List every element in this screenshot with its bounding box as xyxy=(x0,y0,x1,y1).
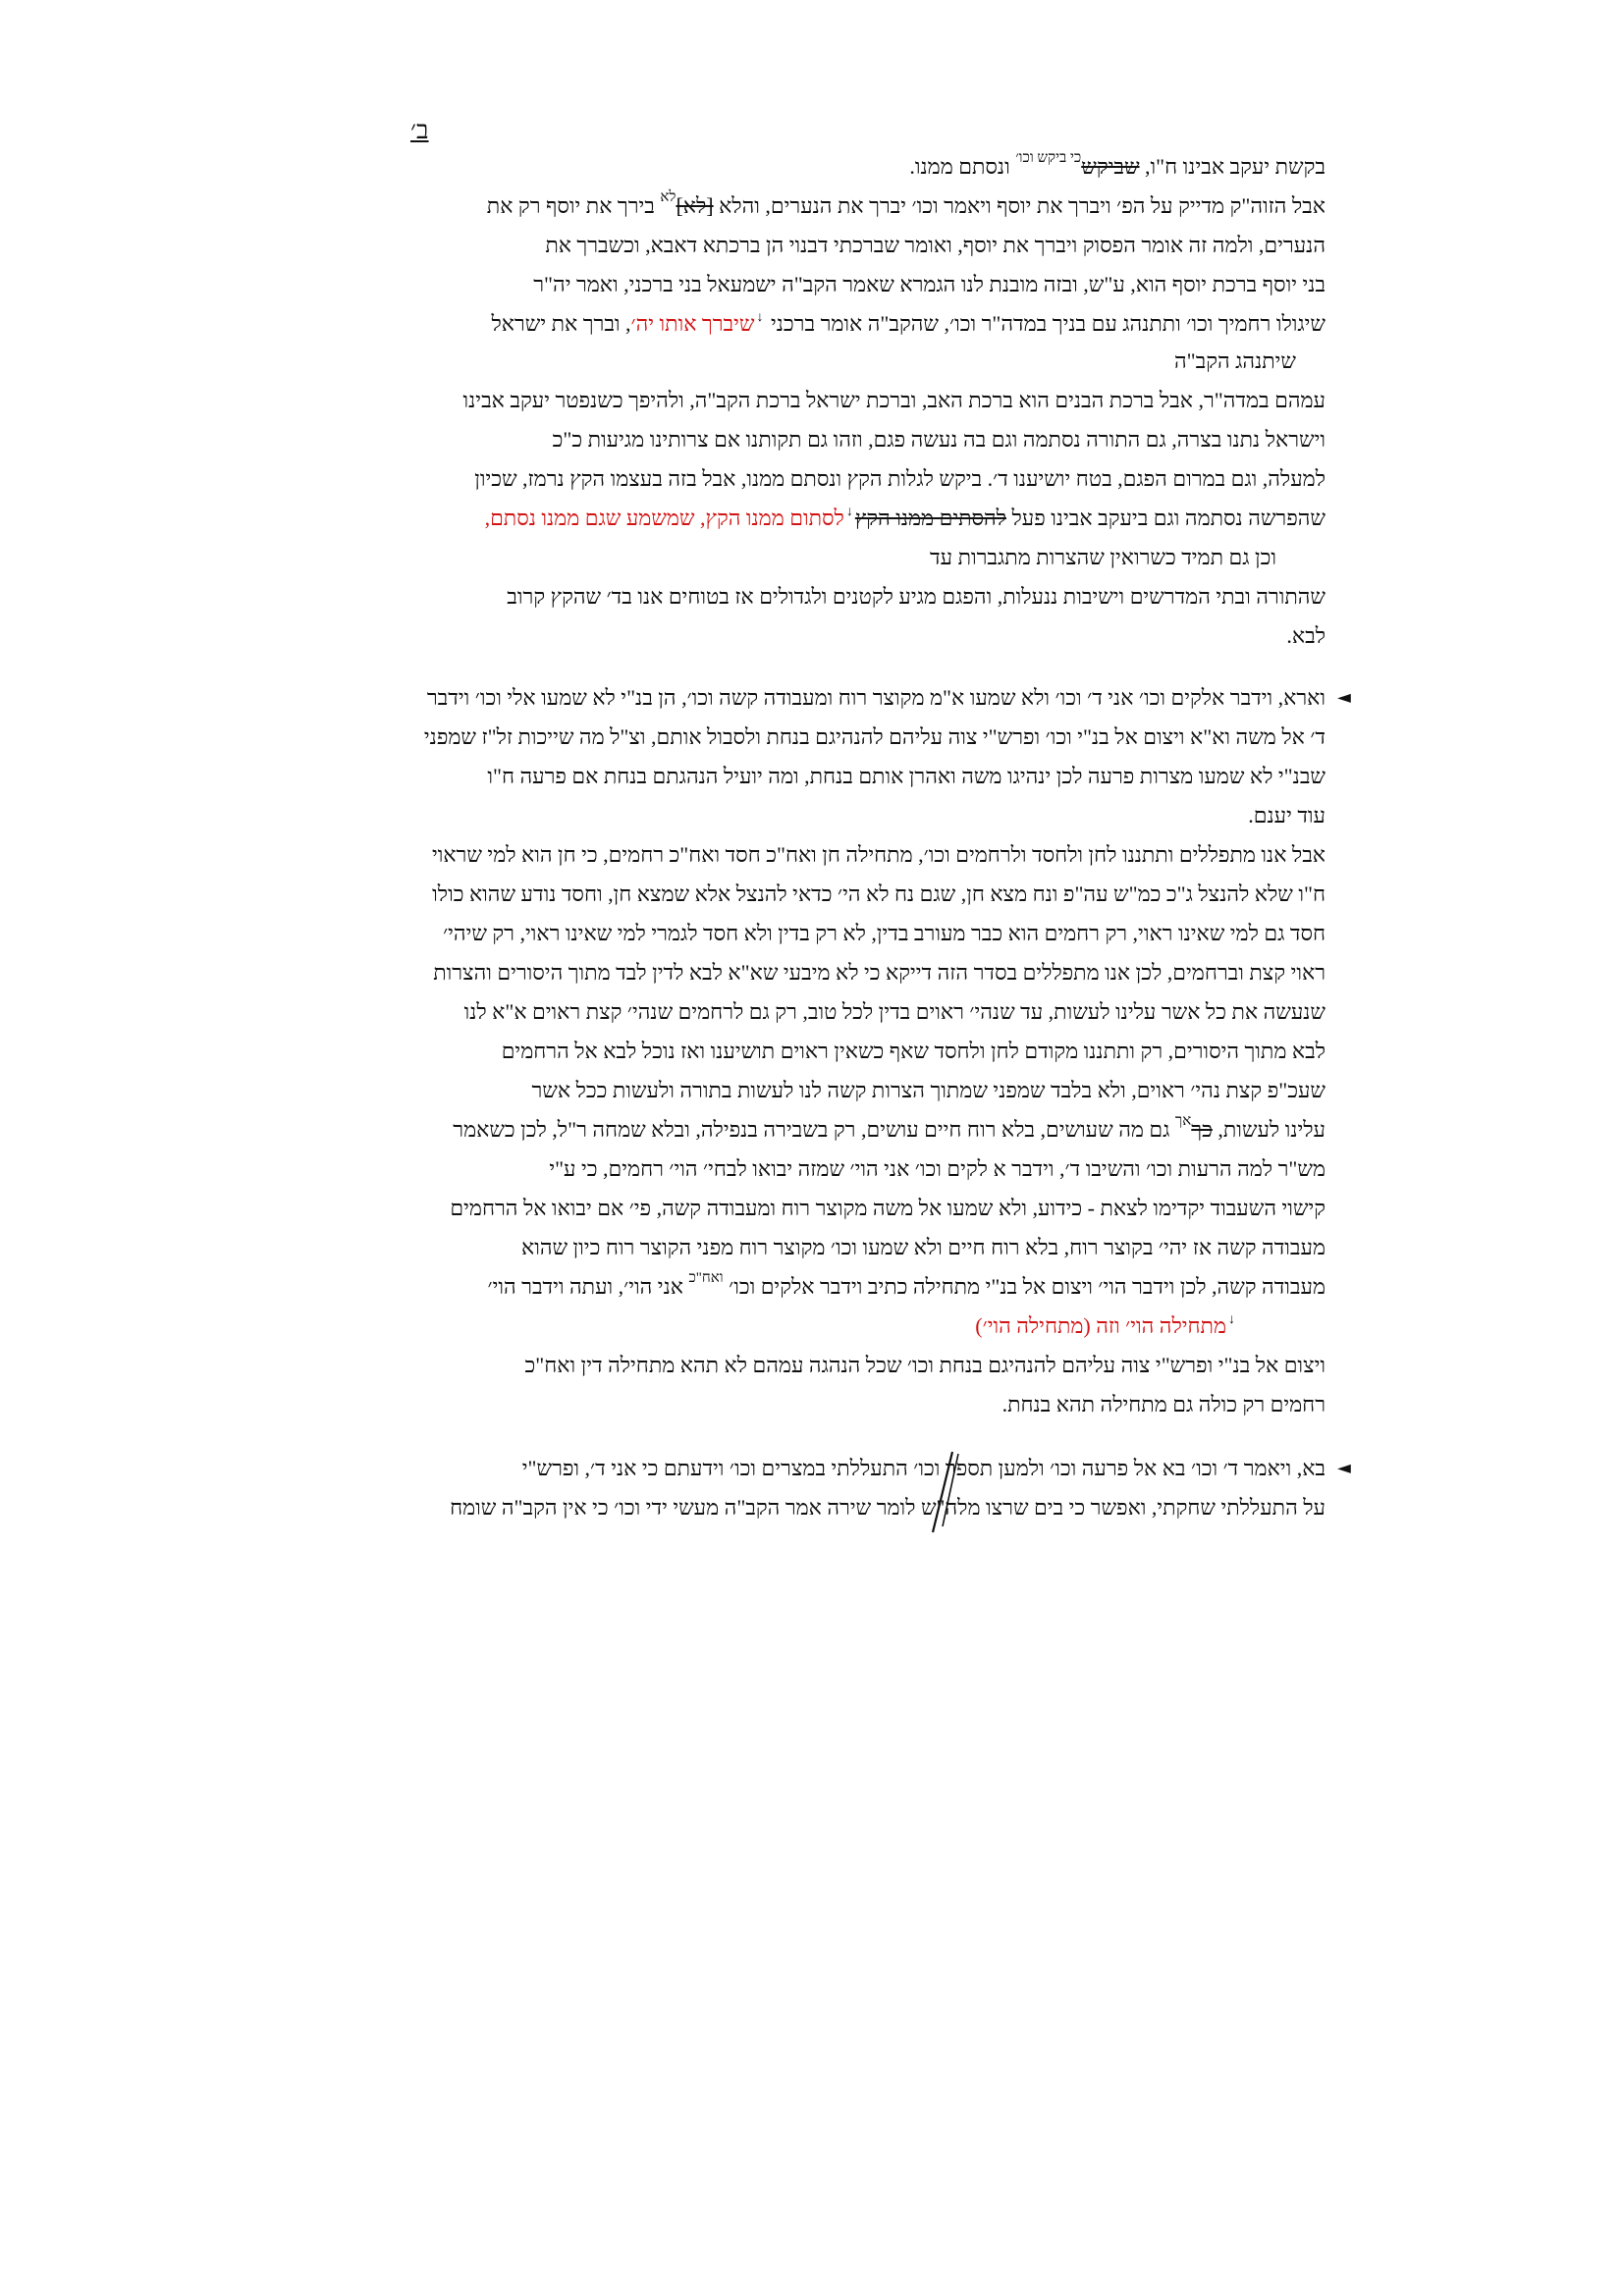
bullet-icon: ◄ xyxy=(1337,1458,1351,1478)
text-line: רחמים רק כולה גם מתחילה תהא בנחת. xyxy=(1001,1392,1325,1416)
strikethrough-text: להסתים ממנו הקץ xyxy=(854,506,1006,530)
insertion-arrow-icon: ↓ xyxy=(845,505,853,519)
inserted-text: כי ביקש וכו׳ xyxy=(1015,150,1082,166)
text-line: בא, ויאמר ד׳ וכו׳ בא אל פרעה וכו׳ ולמען תספר וכו׳ התעללתי במצרים וכו׳ וידעתם כי אני ד׳, ופרש"י xyxy=(521,1456,1325,1480)
handwritten-strike-mark xyxy=(923,1448,962,1536)
text-line: לבא. xyxy=(1286,623,1325,648)
text-line: שהפרשה נסתמה וגם ביעקב אבינו פעל להסתים ממנו הקץ↓לסתום ממנו הקץ, שמשמע שגם ממנו נסתם, xyxy=(484,505,1325,530)
text-line: בני יוסף ברכת יוסף הוא, ע"ש, ובזה מובנת לנו הגמרא שאמר הקב"ה ישמעאל בני ברכני, ואמר יה"ר xyxy=(533,272,1325,296)
text-line: אבל אנו מתפללים ותתננו לחן ולחסד ולרחמים וכו׳, מתחילה חן ואח"כ חסד ואח"כ רחמים, כי חן הוא למי שראוי xyxy=(431,842,1325,867)
text-line: מש"ר למה הרעות וכו׳ והשיבו ד׳, וידבר א לקים וכו׳ אני הוי׳ שמזה יבואו לבחי׳ הוי׳ רחמים, כי ע"י xyxy=(549,1156,1325,1181)
inserted-text: לא xyxy=(660,189,676,205)
insertion-arrow-icon: ↓ xyxy=(1228,1312,1235,1327)
text-line: על התעללתי שחקתי, ואפשר כי בים שרצו מלה"ש לומר שירה אמר הקב"ה מעשי ידי וכו׳ כי אין הקב"ה שומח xyxy=(450,1495,1325,1520)
red-inserted-text: מתחילה הוי׳ וזה (מתחילה הוי׳) xyxy=(975,1313,1226,1338)
text-line: בקשת יעקב אבינו ח"ו, שביקש$^{כי ביקש וכו׳}$ ונסתם ממנו. xyxy=(909,150,1325,179)
text-line: ראוי קצת וברחמים, לכן אנו מתפללים בסדר הזה דייקא כי לא מיבעי שא"א לבא לדין לבד מתוך היסורים והצרות xyxy=(433,960,1325,985)
text-line: קישוי השעבוד יקדימו לצאת - כידוע, ולא שמעו אל משה מקוצר רוח ומעבודה קשה, פי׳ אם יבואו אל הרחמים xyxy=(450,1196,1325,1220)
text-line: למעלה, וגם במרום הפגם, בטח יושיענו ד׳. ביקש לגלות הקץ ונסתם ממנו, אבל בזה בעצמו הקץ נרמז, שכיון xyxy=(474,466,1325,491)
inserted-text: אך xyxy=(1174,1113,1192,1129)
text-line: מעבודה קשה, לכן וידבר הוי׳ ויצום אל בנ"י מתחילה כתיב וידבר אלקים וכו׳ $^{ואח"כ}$ אני הוי׳, ועתה וידבר הוי׳ xyxy=(487,1270,1325,1299)
text-line: שנעשה את כל אשר עלינו לעשות, עד שנהי׳ ראוים בדין לכל טוב, רק גם לרחמים שנהי׳ קצת ראוים א"א לנו xyxy=(463,999,1325,1024)
text-line: עוד יענם. xyxy=(1248,803,1325,828)
text-line: ד׳ אל משה וא"א ויצום אל בנ"י וכו׳ ופרש"י צוה עליהם להנהיגם בנחת ולסבול אותם, וצ"ל מה שייכות זל"ז שמפני xyxy=(423,724,1325,749)
strikethrough-text: [לא] xyxy=(676,193,714,218)
text-line: שעכ"פ קצת נהי׳ ראוים, ולא בלבד שמפני שמתוך הצרות קשה לנו לעשות בתורה ולעשות ככל אשר xyxy=(531,1078,1325,1102)
text-line xyxy=(975,1308,1237,1348)
text-line: שיגולו רחמיך וכו׳ ותתנהג עם בניך במדה"ר וכו׳, שהקב"ה אומר ברכני ↓שיברך אותו יה׳, וברך את ישראל xyxy=(491,310,1325,336)
strikethrough-text: כך xyxy=(1191,1117,1213,1142)
text-line: שבנ"י לא שמעו מצרות פרעה לכן ינהיגו משה ואהרן אותם בנחת, ומה יועיל הנהגתם בנחת אם פרעה ח"ו xyxy=(487,764,1325,788)
text-line: אבל הזוה"ק מדייק על הפ׳ ויברך את יוסף ויאמר וכו׳ יברך את הנערים, והלא [לא]$^{לא}$ בירך את יוסף רק את xyxy=(486,189,1325,218)
text-line: חסד גם למי שאינו ראוי, רק רחמים הוא כבר מעורב בדין, לא רק בדין ולא חסד לגמרי למי שאינו ראוי, רק שיהי׳ xyxy=(443,921,1325,945)
text-line: וארא, וידבר אלקים וכו׳ אני ד׳ וכו׳ ולא שמעו א"מ מקוצר רוח ומעבודה קשה וכו׳, הן בנ"י לא שמעו אלי וכו׳ וידבר xyxy=(426,685,1325,710)
text-line: שיתנהג הקב"ה xyxy=(1174,348,1296,373)
text-line: הנערים, ולמה זה אומר הפסוק ויברך את יוסף, ואומר שברכתי דבנוי הן ברכתא דאבא, וכשברך את xyxy=(545,233,1325,257)
red-inserted-text: לסתום ממנו הקץ, שמשמע שגם ממנו נסתם xyxy=(490,506,844,530)
text-line: מעבודה קשה אז יהי׳ בקוצר רוח, בלא רוח חיים ולא שמעו וכו׳ מקוצר רוח מפני הקוצר רוח כיון שהוא xyxy=(521,1235,1325,1259)
text-line: וכן גם תמיד כשרואין שהצרות מתגברות עד xyxy=(930,545,1276,569)
text-line: וישראל נתנו בצרה, גם התורה נסתמה וגם בה נעשה פגם, וזהו גם תקותנו אם צרותינו מגיעות כ"כ xyxy=(552,427,1325,452)
page-number: ב׳ xyxy=(410,116,429,144)
text-line: עלינו לעשות, כך$^{אך}$ גם מה שעושים, בלא רוח חיים עושים, רק בשבירה בנפילה, ובלא שמחה ר"ל, לכן כשאמר xyxy=(453,1113,1325,1142)
text-line: עמהם במדה"ר, אבל ברכת הבנים הוא ברכת האב, וברכת ישראל ברכת הקב"ה, ולהיפך כשנפטר יעקב אבינו xyxy=(462,388,1325,412)
insertion-arrow-icon: ↓ xyxy=(756,310,764,325)
bullet-icon: ◄ xyxy=(1337,687,1351,708)
red-inserted-text: שיברך אותו יה׳ xyxy=(630,311,755,336)
text-line: ויצום אל בנ"י ופרש"י צוה עליהם להנהיגם בנחת וכו׳ שכל הנהגה עמהם לא תהא מתחילה דין ואח"כ xyxy=(524,1353,1325,1377)
text-line: שהתורה ובתי המדרשים וישיבות ננעלות, והפגם מגיע לקטנים ולגדולים אז בטוחים אנו בד׳ שהקץ קרוב xyxy=(507,584,1325,609)
text-line: לבא מתוך היסורים, רק ותתננו מקודם לחן ולחסד שאף כשאין ראוים תושיענו ואז נוכל לבא אל הרחמים xyxy=(501,1039,1325,1063)
text-line: ח"ו שלא להנצל ג"כ כמ"ש עה"פ ונח מצא חן, שגם נח לא הי׳ כדאי להנצל אלא שמצא חן, וחסד נודע שהוא כולו xyxy=(432,881,1325,906)
strikethrough-text: שביקש xyxy=(1081,154,1140,179)
inserted-text: ואח"כ xyxy=(688,1270,724,1286)
